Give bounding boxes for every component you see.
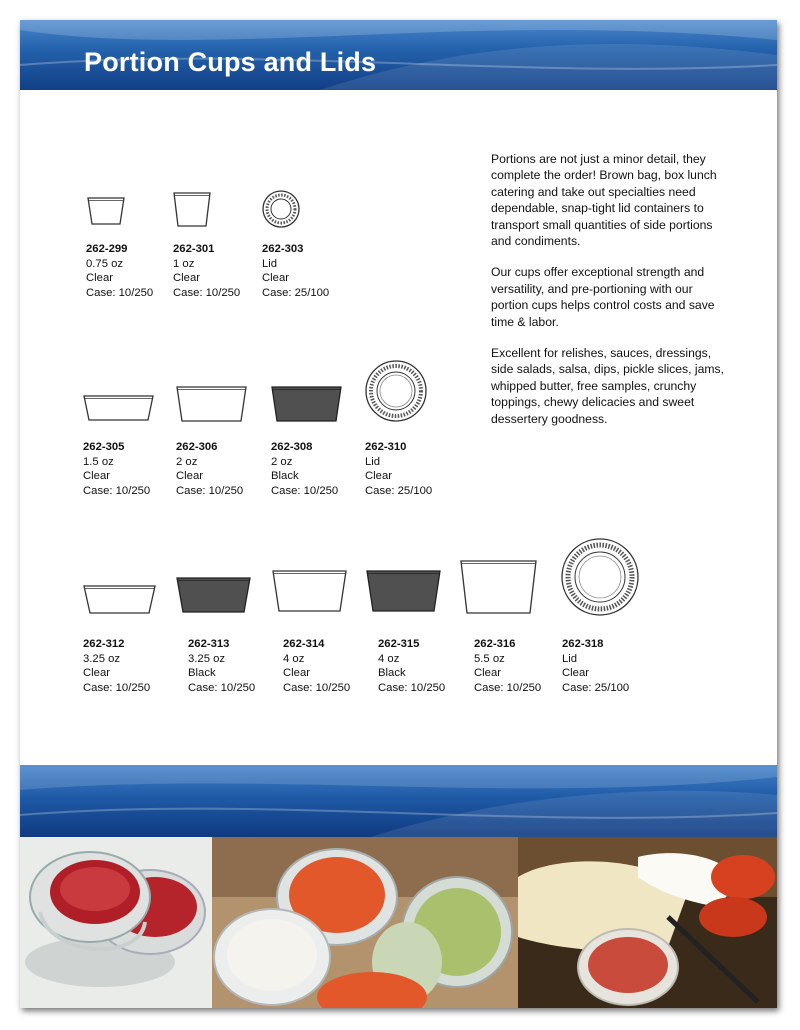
product-item <box>83 390 179 497</box>
product-code: 262-299 <box>86 243 128 255</box>
photo-image <box>212 837 518 1008</box>
product-item <box>272 568 368 694</box>
product-color: Clear <box>365 470 392 483</box>
product-case: Case: 25/100 <box>562 681 630 694</box>
cup-clear-icon <box>86 190 126 230</box>
product-size: 3.25 oz <box>188 652 226 665</box>
product-item <box>83 583 179 694</box>
product-code: 262-310 <box>365 441 407 453</box>
product-color: Clear <box>83 667 110 680</box>
product-item <box>86 190 182 299</box>
product-case: Case: 10/250 <box>188 681 256 694</box>
product-color: Clear <box>86 272 113 285</box>
product-size: 4 oz <box>378 652 400 665</box>
product-case: Case: 10/250 <box>173 286 241 299</box>
product-color: Black <box>188 667 216 680</box>
cup-clear-icon <box>176 385 248 425</box>
product-color: Clear <box>83 470 110 483</box>
product-code: 262-306 <box>176 441 218 453</box>
product-case: Case: 10/250 <box>86 286 154 299</box>
product-code: 262-314 <box>283 638 325 650</box>
product-item <box>176 575 272 694</box>
cup-clear-icon <box>83 583 157 617</box>
product-code: 262-313 <box>188 638 230 650</box>
cup-black-icon <box>366 568 442 614</box>
product-case: Case: 10/250 <box>83 484 151 497</box>
product-item <box>262 190 358 299</box>
product-item <box>561 538 657 694</box>
page-title: Portion Cups and Lids <box>84 47 377 77</box>
product-color: Black <box>378 667 406 680</box>
product-code: 262-315 <box>378 638 420 650</box>
product-size: 2 oz <box>271 455 293 468</box>
product-item <box>366 568 462 694</box>
header-banner <box>20 20 777 90</box>
product-code: 262-308 <box>271 441 313 453</box>
product-size: 4 oz <box>283 652 305 665</box>
photo-image <box>20 837 212 1008</box>
photo-image <box>518 837 777 1008</box>
product-size: Lid <box>562 652 578 665</box>
banner-swoosh <box>20 765 777 837</box>
product-color: Clear <box>173 272 200 285</box>
product-code: 262-316 <box>474 638 516 650</box>
product-size: 1.5 oz <box>83 455 114 468</box>
lid-icon <box>262 190 302 230</box>
photo-salsa-table <box>518 837 777 1008</box>
product-size: 2 oz <box>176 455 198 468</box>
photo-dips-bag <box>212 837 518 1008</box>
product-case: Case: 25/100 <box>262 286 330 299</box>
photo-sauce-cups <box>20 837 212 1008</box>
product-item <box>173 190 269 299</box>
decorative-banner <box>20 765 777 837</box>
product-code: 262-312 <box>83 638 125 650</box>
product-case: Case: 10/250 <box>474 681 542 694</box>
cup-clear-icon <box>173 190 213 230</box>
product-item <box>460 558 556 694</box>
product-case: Case: 10/250 <box>283 681 351 694</box>
product-case: Case: 10/250 <box>378 681 446 694</box>
product-color: Black <box>271 470 299 483</box>
product-color: Clear <box>562 667 589 680</box>
product-case: Case: 10/250 <box>83 681 151 694</box>
product-code: 262-305 <box>83 441 125 453</box>
product-color: Clear <box>176 470 203 483</box>
product-color: Clear <box>474 667 501 680</box>
product-color: Clear <box>262 272 289 285</box>
product-code: 262-318 <box>562 638 604 650</box>
product-code: 262-303 <box>262 243 304 255</box>
cup-clear-icon <box>272 568 348 614</box>
description-paragraph: Portions are not just a minor detail, they complete the order! Brown bag, box lunch catering and take out specialties need dependable, snap-tight lid containers to transport small quantities of side portions and condiments. <box>491 152 717 249</box>
product-color: Clear <box>283 667 310 680</box>
cup-black-icon <box>271 385 343 425</box>
product-size: 5.5 oz <box>474 652 505 665</box>
cup-clear-icon <box>460 558 538 616</box>
lid-icon <box>365 360 429 424</box>
description-paragraph: Excellent for relishes, sauces, dressings, side salads, salsa, dips, pickle slices, jams, whipped butter, free samples, crunchy toppings, chewy delicacies and sweet dessertery goodness. <box>491 346 725 426</box>
product-size: 3.25 oz <box>83 652 121 665</box>
product-item <box>176 385 272 497</box>
lid-icon <box>561 538 641 618</box>
product-case: Case: 10/250 <box>271 484 339 497</box>
product-size: 1 oz <box>173 257 195 270</box>
catalog-page <box>20 20 777 1008</box>
product-size: Lid <box>262 257 278 270</box>
product-case: Case: 10/250 <box>176 484 244 497</box>
description-text <box>491 151 731 442</box>
product-size: Lid <box>365 455 381 468</box>
product-item <box>271 385 367 497</box>
product-case: Case: 25/100 <box>365 484 433 497</box>
product-code: 262-301 <box>173 243 215 255</box>
product-item <box>365 360 461 497</box>
description-paragraph: Our cups offer exceptional strength and versatility, and pre-portioning with our portion cups helps control costs and save time & labor. <box>491 265 715 329</box>
cup-clear-icon <box>83 390 155 426</box>
product-size: 0.75 oz <box>86 257 124 270</box>
cup-black-icon <box>176 575 252 615</box>
